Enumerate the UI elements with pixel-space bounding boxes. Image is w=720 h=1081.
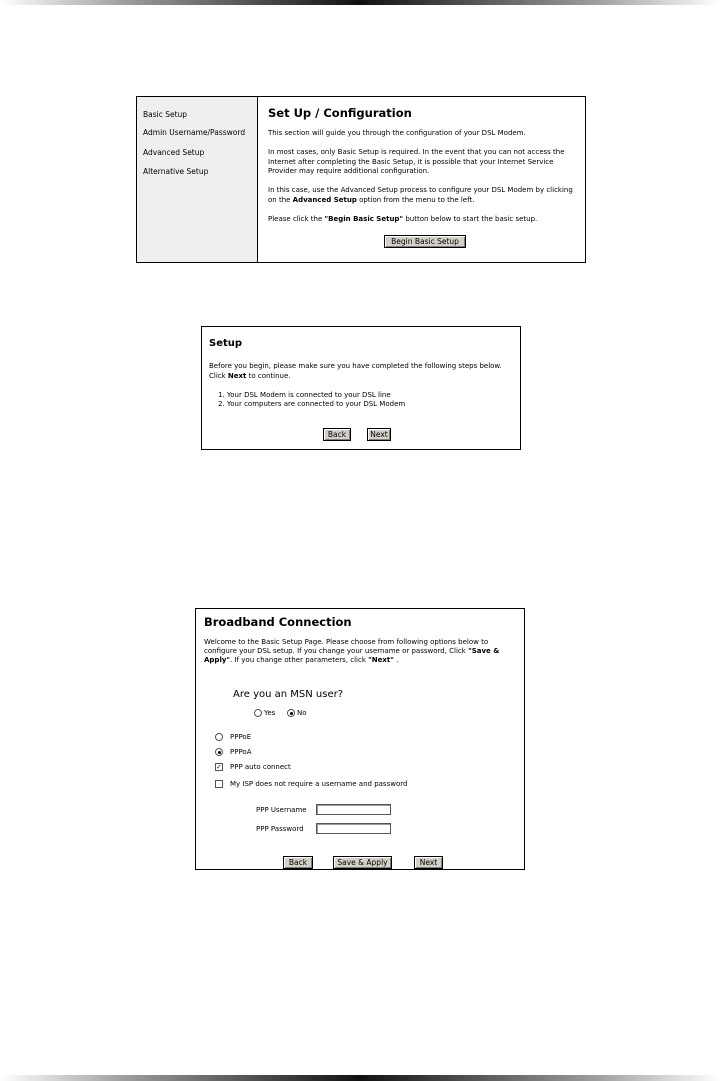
sidebar-item-alternative-setup[interactable]: Alternative Setup (143, 167, 209, 176)
top-decor-bar (0, 0, 720, 5)
advanced-setup-note: In this case, use the Advanced Setup process to configure your DSL Modem by clicking on the Advanced Setup option from the menu to the left. (268, 186, 573, 204)
no-auth-label: My ISP does not require a username and password (230, 780, 408, 788)
save-apply-button[interactable]: Save & Apply (333, 856, 392, 869)
pppoa-radio[interactable] (215, 748, 223, 756)
setup-intro: Before you begin, please make sure you have completed the following steps below. Click Next to continue. (209, 362, 502, 380)
ppp-auto-connect-label: PPP auto connect (230, 763, 291, 771)
step-item-2: 2. Your computers are connected to your DSL Modem (218, 400, 406, 408)
ppp-username-label: PPP Username (256, 806, 307, 814)
ppp-username-field[interactable] (316, 804, 391, 815)
bottom-decor-bar (0, 1075, 720, 1081)
begin-instruction: Please click the "Begin Basic Setup" button below to start the basic setup. (268, 215, 538, 223)
msn-question: Are you an MSN user? (233, 689, 344, 700)
setup-sidebar (137, 97, 258, 262)
begin-basic-setup-button[interactable]: Begin Basic Setup (384, 235, 466, 248)
setup-prerequisites-panel (201, 326, 521, 450)
sidebar-item-advanced-setup[interactable]: Advanced Setup (143, 148, 205, 157)
back-button[interactable]: Back (283, 856, 313, 869)
sidebar-item-admin-username-password[interactable]: Admin Username/Password (143, 128, 246, 137)
back-button[interactable]: Back (323, 428, 351, 441)
msn-no-label: No (297, 709, 307, 717)
pppoa-label: PPPoA (230, 748, 252, 756)
page-title: Set Up / Configuration (268, 106, 412, 120)
setup-title: Setup (209, 338, 243, 349)
broadband-title: Broadband Connection (204, 615, 352, 629)
step-item-1: 1. Your DSL Modem is connected to your DSL line (218, 391, 391, 399)
ppp-auto-connect-checkbox[interactable]: ✓ (216, 763, 222, 771)
msn-no-radio[interactable] (287, 709, 295, 717)
ppp-password-field[interactable] (316, 823, 391, 834)
basic-setup-note: In most cases, only Basic Setup is required. In the event that you can not access the Internet after completing the Basic Setup, it is possible that your Internet Service Provider may require additional configuration. (268, 148, 565, 175)
pppoe-radio[interactable] (215, 733, 223, 741)
msn-yes-radio[interactable] (254, 709, 262, 717)
next-button[interactable]: Next (367, 428, 391, 441)
msn-yes-label: Yes (264, 709, 276, 717)
pppoe-label: PPPoE (230, 733, 252, 741)
ppp-password-label: PPP Password (256, 825, 304, 833)
broadband-intro: Welcome to the Basic Setup Page. Please choose from following options below to configure your DSL setup. If you change your username or password, Click "Save & Apply". If you change other parameters, click "Next" . (204, 638, 500, 664)
sidebar-item-basic-setup[interactable]: Basic Setup (143, 110, 188, 119)
setup-configuration-panel (136, 96, 586, 263)
broadband-connection-panel (195, 608, 525, 870)
next-button[interactable]: Next (414, 856, 443, 869)
intro-text: This section will guide you through the configuration of your DSL Modem. (268, 129, 526, 137)
no-auth-checkbox[interactable] (215, 780, 223, 788)
